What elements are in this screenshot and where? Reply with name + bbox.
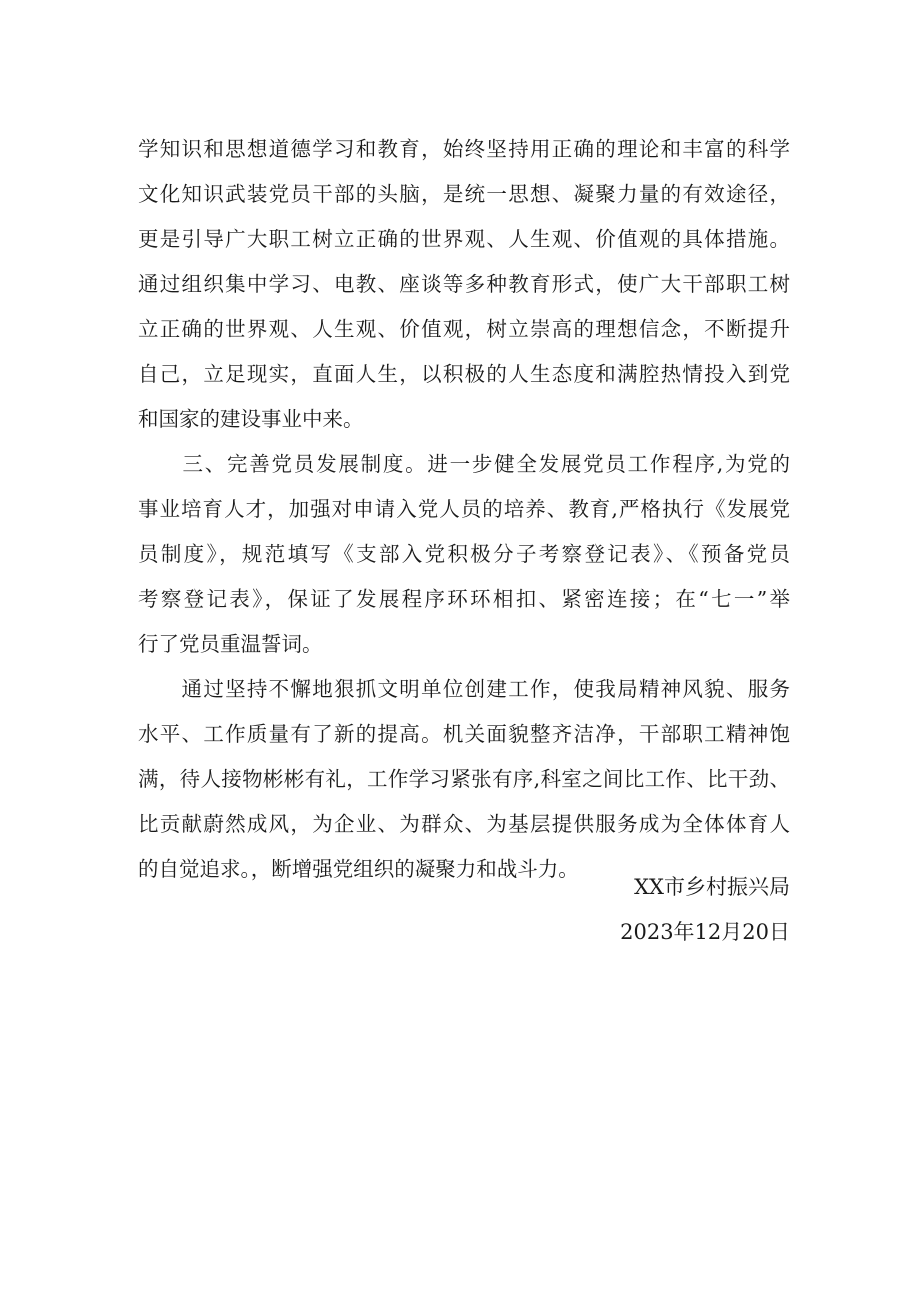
text-line: 员制度》，规范填写《支部入党积极分子考察登记表》、《预备党员 — [138, 542, 790, 566]
text-line: 事业培育人才，加强对申请入党人员的培养、教育,严格执行《发展党 — [138, 497, 790, 521]
text-line: 立正确的世界观、人生观、价值观，树立崇高的理想信念，不断提升 — [138, 317, 790, 341]
text-line: 比贡献蔚然成风，为企业、为群众、为基层提供服务成为全体体育人 — [138, 812, 790, 836]
paragraph-party-development — [138, 442, 790, 667]
text-line: 水平、工作质量有了新的提高。机关面貌整齐洁净，干部职工精神饱 — [138, 722, 790, 746]
text-line: 的自觉追求。，断增强党组织的凝聚力和战斗力。 — [138, 857, 579, 881]
text-line: 和国家的建设事业中来。 — [138, 407, 364, 431]
text-line: 行了党员重温誓词。 — [138, 632, 323, 656]
text-line: 满，待人接物彬彬有礼，工作学习紧张有序,科室之间比工作、比干劲、 — [138, 767, 790, 791]
paragraph-conclusion — [138, 667, 790, 892]
text-line: 通过坚持不懈地狠抓文明单位创建工作，使我局精神风貌、服务 — [138, 677, 790, 701]
text-line: 文化知识武装党员干部的头脑，是统一思想、凝聚力量的有效途径， — [138, 182, 790, 206]
text-line: 更是引导广大职工树立正确的世界观、人生观、价值观的具体措施。 — [138, 227, 790, 251]
text-line: 考察登记表》，保证了发展程序环环相扣、紧密连接；在“七一”举 — [138, 587, 790, 611]
document-body — [138, 127, 790, 892]
signature-block — [620, 865, 790, 955]
signature-date: 2023年12月20日 — [620, 920, 790, 944]
text-line: 三、完善党员发展制度。进一步健全发展党员工作程序,为党的 — [138, 452, 790, 476]
paragraph-education — [138, 127, 790, 442]
text-line: 通过组织集中学习、电教、座谈等多种教育形式，使广大干部职工树 — [138, 272, 790, 296]
signature-organization: XX市乡村振兴局 — [634, 875, 790, 899]
text-line: 自己，立足现实，直面人生，以积极的人生态度和满腔热情投入到党 — [138, 362, 790, 386]
text-line: 学知识和思想道德学习和教育，始终坚持用正确的理论和丰富的科学 — [138, 137, 790, 161]
